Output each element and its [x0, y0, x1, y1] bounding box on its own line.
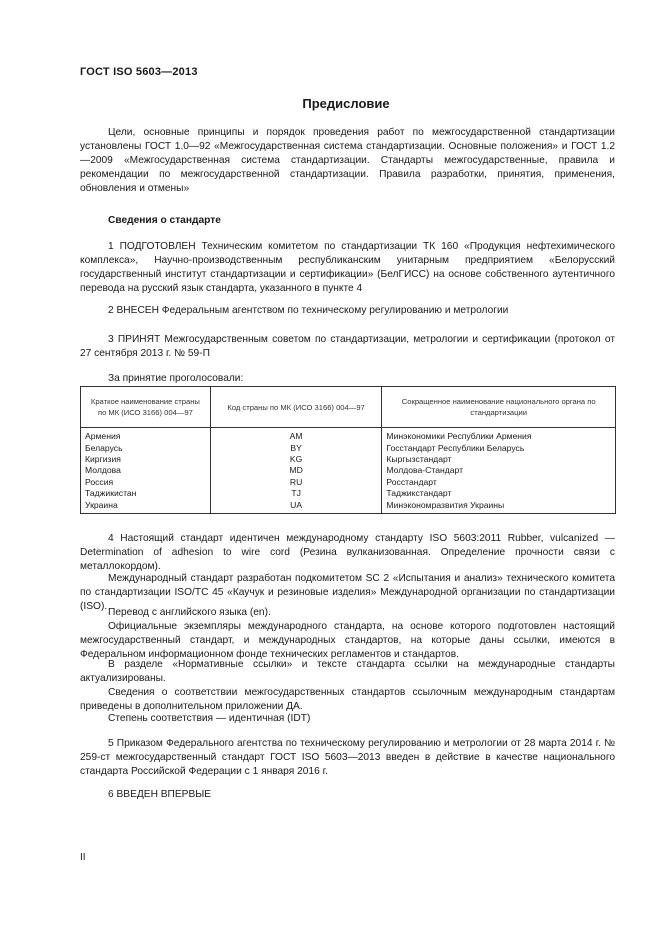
- country-name: Таджикистан: [81, 488, 211, 499]
- country-name: Армения: [81, 428, 211, 443]
- item-4-translation: Перевод с английского языка (en).: [108, 607, 271, 618]
- info-heading: Сведения о стандарте: [108, 215, 221, 226]
- item-4-developer: Международный стандарт разработан подкомитетом SC 2 «Испытания и анализ» технического комитета по стандартизации ISO/TC 45 «Каучук и резиновые изделия» Международной организации по стандартизации (ISO).: [80, 573, 615, 612]
- table-row: [81, 499, 616, 513]
- item-5-order: 5 Приказом Федерального агентства по техническому регулированию и метрологии от 28 марта 2014 г. № 259-ст межгосударственный стандарт ГОСТ ISO 5603—2013 введен в действие в качестве национального стандарта Российской Федерации с 1 января 2016 г.: [80, 738, 615, 777]
- item-4-references: В разделе «Нормативные ссылки» и тексте стандарта ссылки на международные стандарты актуализированы.: [80, 659, 615, 684]
- table-header-row: [81, 387, 616, 428]
- item-4-identical: 4 Настоящий стандарт идентичен международному стандарту ISO 5603:2011 Rubber, vulcanized — Determination of adhesion to wire cord (Резина вулканизованная. Определение прочности связи с металлокордом).: [80, 533, 615, 572]
- page-title: Предисловие: [302, 96, 390, 111]
- table-row: [81, 454, 616, 465]
- standards-body: Молдова-Стандарт: [382, 465, 616, 476]
- item-4-conformity: Сведения о соответствии межгосударственных стандартов ссылочным международным стандартам приведены в дополнительном приложении ДА.: [80, 687, 615, 712]
- table-row: [81, 477, 616, 488]
- country-code: BY: [210, 442, 382, 453]
- country-code: UA: [210, 499, 382, 513]
- country-name: Россия: [81, 477, 211, 488]
- table-row: [81, 442, 616, 453]
- voted-label: За принятие проголосовали:: [108, 373, 244, 384]
- page-number: II: [80, 852, 86, 863]
- country-code: KG: [210, 454, 382, 465]
- item-6-first-introduced: 6 ВВЕДЕН ВПЕРВЫЕ: [108, 789, 212, 800]
- table-header-code: Код страны по МК (ИСО 3166) 004—97: [210, 387, 382, 428]
- item-4-degree: Степень соответствия — идентичная (IDT): [108, 713, 311, 724]
- country-name: Беларусь: [81, 442, 211, 453]
- country-code: TJ: [210, 488, 382, 499]
- country-code: RU: [210, 477, 382, 488]
- table-header-country: Краткое наименование страны по МК (ИСО 3166) 004—97: [81, 387, 211, 428]
- standards-body: Минэкономики Республики Армения: [382, 428, 616, 443]
- country-name: Молдова: [81, 465, 211, 476]
- item-1-prepared: 1 ПОДГОТОВЛЕН Техническим комитетом по стандартизации ТК 160 «Продукция нефтехимического комплекса», Научно-производственным республиканским унитарным предприятием «Белорусский государственный институт стандартизации и сертификации» (БелГИСС) на основе собственного аутентичного перевода на русский язык стандарта, указанного в пункте 4: [80, 241, 615, 294]
- table-header-body: Сокращенное наименование национального органа по стандартизации: [382, 387, 616, 428]
- table-row: [81, 428, 616, 443]
- table-row: [81, 465, 616, 476]
- item-4-official-copies: Официальные экземпляры международного стандарта, на основе которого подготовлен настоящий межгосударственный стандарт, и международных стандартов, на которые даны ссылки, имеются в Федеральном информационном фонде технических регламентов и стандартов.: [80, 621, 615, 660]
- standards-body: Кыргызстандарт: [382, 454, 616, 465]
- country-code: AM: [210, 428, 382, 443]
- country-name: Киргизия: [81, 454, 211, 465]
- standards-body: Госстандарт Республики Беларусь: [382, 442, 616, 453]
- document-id-header: ГОСТ ISO 5603—2013: [80, 66, 198, 78]
- item-2-introduced: 2 ВНЕСЕН Федеральным агентством по техническому регулированию и метрологии: [108, 305, 509, 316]
- table-row: [81, 488, 616, 499]
- item-3-adopted: 3 ПРИНЯТ Межгосударственным советом по стандартизации, метрологии и сертификации (протокол от 27 сентября 2013 г. № 59-П: [80, 334, 615, 359]
- voting-table: [80, 386, 616, 514]
- country-code: MD: [210, 465, 382, 476]
- intro-paragraph: Цели, основные принципы и порядок проведения работ по межгосударственной стандартизации установлены ГОСТ 1.0—92 «Межгосударственная система стандартизации. Основные положения» и ГОСТ 1.2—2009 «Межгосударственная система стандартизации. Стандарты межгосударственные, правила и рекомендации по межгосударственной стандартизации. Правила разработки, принятия, применения, обновления и отмены»: [80, 127, 615, 194]
- standards-body: Таджикстандарт: [382, 488, 616, 499]
- country-name: Украина: [81, 499, 211, 513]
- standards-body: Минэкономразвития Украины: [382, 499, 616, 513]
- standards-body: Росстандарт: [382, 477, 616, 488]
